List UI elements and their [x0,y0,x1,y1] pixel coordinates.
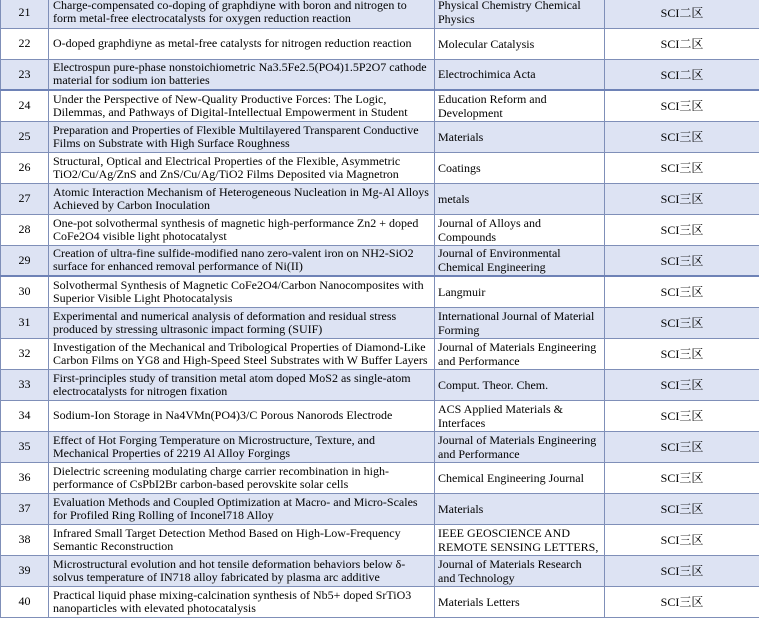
row-number: 30 [1,276,49,307]
table-row [1,493,759,524]
sci-classification: SCI三区 [605,276,759,307]
journal-name: Electrochimica Acta [435,59,605,90]
paper-title: Evaluation Methods and Coupled Optimization at Macro- and Micro-Scales for Profiled Ring Rolling of Inconel718 Alloy [49,493,435,524]
journal-name: IEEE GEOSCIENCE AND REMOTE SENSING LETTERS, [435,524,605,555]
table-row [1,152,759,183]
row-number: 33 [1,369,49,400]
row-number: 34 [1,400,49,431]
paper-title: Experimental and numerical analysis of deformation and residual stress produced by stressing ultrasonic impact forming (SUIF) [49,307,435,338]
paper-title: Solvothermal Synthesis of Magnetic CoFe2O4/Carbon Nanocomposites with Superior Visible Light Photocatalysis [49,276,435,307]
table-row [1,369,759,400]
journal-name: Molecular Catalysis [435,28,605,59]
sci-classification: SCI三区 [605,183,759,214]
sci-classification: SCI三区 [605,152,759,183]
paper-title: One-pot solvothermal synthesis of magnetic high-performance Zn2 + doped CoFe2O4 visible light photocatalyst [49,214,435,245]
journal-name: Physical Chemistry Chemical Physics [435,0,605,28]
row-number: 26 [1,152,49,183]
journal-name: Coatings [435,152,605,183]
row-number: 40 [1,586,49,617]
row-number: 37 [1,493,49,524]
table-row [1,338,759,369]
table-row [1,0,759,28]
sci-classification: SCI三区 [605,90,759,121]
table-row [1,462,759,493]
paper-title: Dielectric screening modulating charge carrier recombination in high-performance of CsPbI2Br carbon-based perovskite solar cells [49,462,435,493]
paper-title: Effect of Hot Forging Temperature on Microstructure, Texture, and Mechanical Properties of 2219 Al Alloy Forgings [49,431,435,462]
row-number: 22 [1,28,49,59]
sci-classification: SCI三区 [605,462,759,493]
journal-name: Journal of Alloys and Compounds [435,214,605,245]
table-row [1,307,759,338]
sci-classification: SCI三区 [605,245,759,276]
paper-title: Investigation of the Mechanical and Tribological Properties of Diamond-Like Carbon Films on YG8 and High-Speed Steel Substrates with W Buffer Layers [49,338,435,369]
row-number: 24 [1,90,49,121]
paper-title: O-doped graphdiyne as metal-free catalysts for nitrogen reduction reaction [49,28,435,59]
sci-classification: SCI三区 [605,338,759,369]
table-row [1,59,759,90]
row-number: 39 [1,555,49,586]
sci-classification: SCI三区 [605,307,759,338]
paper-title: Under the Perspective of New-Quality Productive Forces: The Logic, Dilemmas, and Pathways of Digital-Intellectual Empowerment in Student [49,90,435,121]
row-number: 35 [1,431,49,462]
journal-name: Chemical Engineering Journal [435,462,605,493]
table-row [1,90,759,121]
paper-title: Electrospun pure-phase nonstoichiometric Na3.5Fe2.5(PO4)1.5P2O7 cathode material for sodium ion batteries [49,59,435,90]
journal-name: Langmuir [435,276,605,307]
table-row [1,214,759,245]
row-number: 27 [1,183,49,214]
row-number: 36 [1,462,49,493]
table-row [1,586,759,617]
paper-title: Charge-compensated co-doping of graphdiyne with boron and nitrogen to form metal-free electrocatalysts for oxygen reduction reaction [49,0,435,28]
row-number: 25 [1,121,49,152]
paper-title: Structural, Optical and Electrical Properties of the Flexible, Asymmetric TiO2/Cu/Ag/ZnS and ZnS/Cu/Ag/TiO2 Films Deposited via Magnetron [49,152,435,183]
journal-name: Materials [435,493,605,524]
row-number: 31 [1,307,49,338]
table-row [1,524,759,555]
paper-title: Preparation and Properties of Flexible Multilayered Transparent Conductive Films on Substrate with High Surface Roughness [49,121,435,152]
row-number: 32 [1,338,49,369]
table-row [1,276,759,307]
table-row [1,431,759,462]
journal-name: Journal of Materials Engineering and Performance [435,338,605,369]
sci-classification: SCI三区 [605,431,759,462]
table-row [1,28,759,59]
table-row [1,400,759,431]
row-number: 21 [1,0,49,28]
paper-title: First-principles study of transition metal atom doped MoS2 as single-atom electrocatalysts for nitrogen fixation [49,369,435,400]
sci-classification: SCI三区 [605,555,759,586]
row-number: 29 [1,245,49,276]
sci-classification: SCI三区 [605,214,759,245]
paper-title: Sodium-Ion Storage in Na4VMn(PO4)3/C Porous Nanorods Electrode [49,400,435,431]
row-number: 38 [1,524,49,555]
sci-classification: SCI三区 [605,586,759,617]
journal-name: metals [435,183,605,214]
journal-name: Comput. Theor. Chem. [435,369,605,400]
sci-classification: SCI二区 [605,59,759,90]
sci-classification: SCI三区 [605,524,759,555]
sci-classification: SCI三区 [605,493,759,524]
row-number: 23 [1,59,49,90]
sci-classification: SCI三区 [605,369,759,400]
journal-name: Journal of Materials Engineering and Performance [435,431,605,462]
sci-classification: SCI三区 [605,400,759,431]
paper-title: Atomic Interaction Mechanism of Heterogeneous Nucleation in Mg-Al Alloys Achieved by Carbon Inoculation [49,183,435,214]
journal-name: Materials Letters [435,586,605,617]
journal-name: Journal of Materials Research and Technology [435,555,605,586]
table-row [1,183,759,214]
journal-name: ACS Applied Materials & Interfaces [435,400,605,431]
sci-classification: SCI三区 [605,121,759,152]
sci-classification: SCI二区 [605,28,759,59]
paper-title: Microstructural evolution and hot tensile deformation behaviors below δ-solvus temperature of IN718 alloy fabricated by plasma arc additive [49,555,435,586]
row-number: 28 [1,214,49,245]
sci-classification: SCI二区 [605,0,759,28]
table-row [1,555,759,586]
table-row [1,121,759,152]
publication-table-body [1,0,759,617]
journal-name: Education Reform and Development [435,90,605,121]
journal-name: Journal of Environmental Chemical Engineering [435,245,605,276]
journal-name: International Journal of Material Forming [435,307,605,338]
table-row [1,245,759,276]
paper-title: Practical liquid phase mixing-calcination synthesis of Nb5+ doped SrTiO3 nanoparticles with elevated photocatalysis [49,586,435,617]
paper-title: Infrared Small Target Detection Method Based on High-Low-Frequency Semantic Reconstruction [49,524,435,555]
journal-name: Materials [435,121,605,152]
paper-title: Creation of ultra-fine sulfide-modified nano zero-valent iron on NH2-SiO2 surface for enhanced removal performance of Ni(II) [49,245,435,276]
